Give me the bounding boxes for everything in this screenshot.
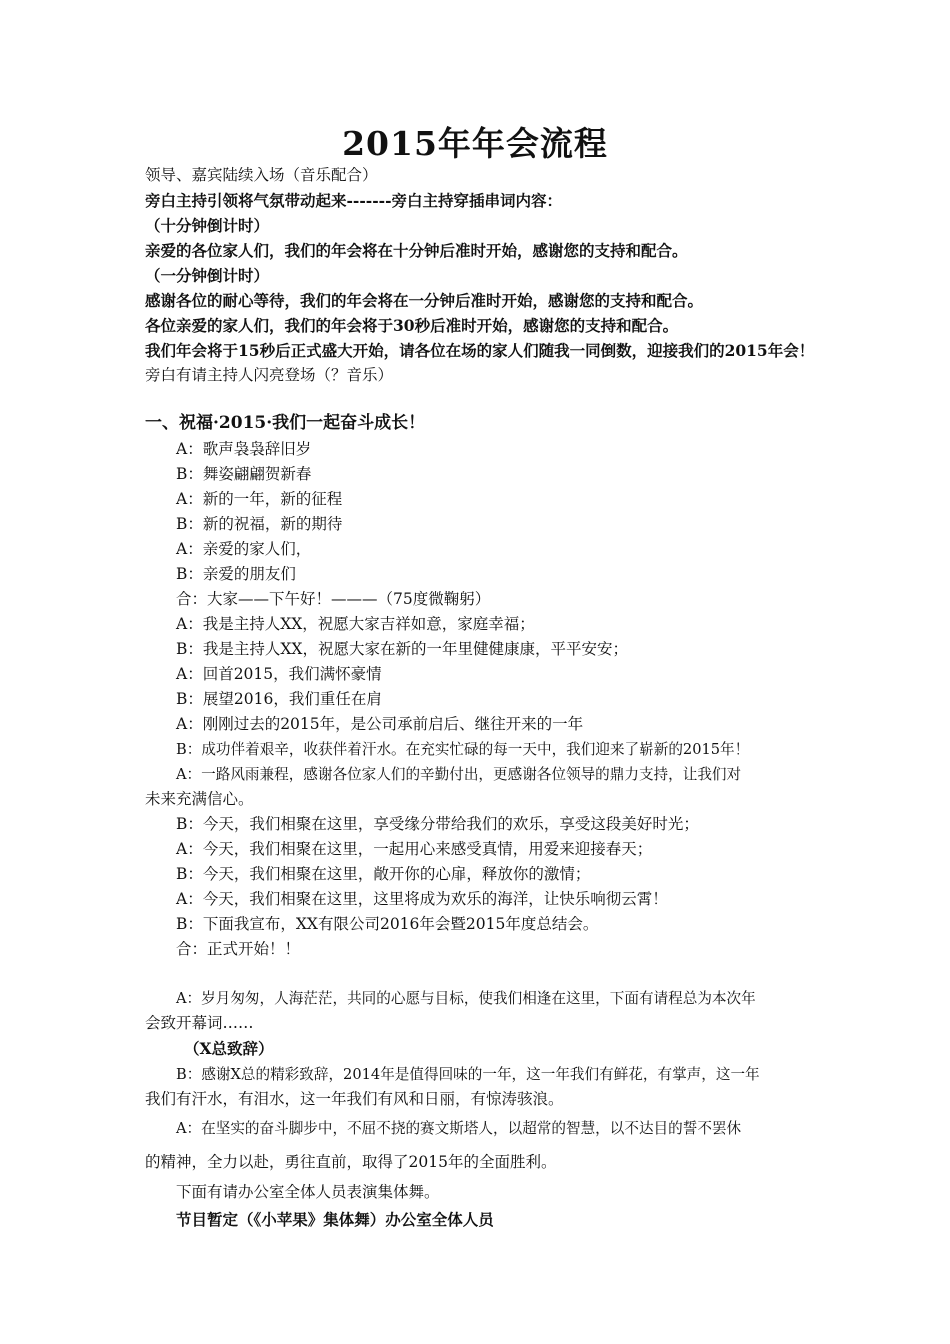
dialogue-line: B：今天，我们相聚在这里，敞开你的心扉，释放你的激情；: [176, 865, 591, 883]
thanks-line-continued: 我们有汗水，有泪水，这一年我们有风和日丽，有惊涛骇浪。: [145, 1090, 564, 1108]
dialogue-line: A：今天，我们相聚在这里，这里将成为欢乐的海洋，让快乐响彻云霄！: [176, 890, 668, 908]
dialogue-line: B：舞姿翩翩贺新春: [176, 465, 312, 483]
dialogue-line: B：我是主持人XX，祝愿大家在新的一年里健健康康，平平安安；: [176, 640, 628, 658]
opening-line-continued: 会致开幕词……: [145, 1014, 254, 1032]
dialogue-line: A：我是主持人XX，祝愿大家吉祥如意，家庭幸福；: [176, 615, 535, 633]
countdown-30s-line: 各位亲爱的家人们，我们的年会将于30秒后准时开始，感谢您的支持和配合。: [145, 316, 679, 335]
dialogue-line: B：展望2016，我们重任在肩: [176, 690, 382, 708]
dialogue-line: A：一路风雨兼程，感谢各位家人们的辛勤付出，更感谢各位领导的鼎力支持，让我们对: [176, 766, 742, 783]
dialogue-line: A：回首2015，我们满怀豪情: [176, 665, 382, 683]
dialogue-line: 合：大家——下午好！———（75度微鞠躬）: [176, 590, 491, 608]
invite-line: 下面有请办公室全体人员表演集体舞。: [176, 1183, 440, 1201]
dialogue-line: B：下面我宣布，XX有限公司2016年会暨2015年度总结会。: [176, 915, 599, 933]
opening-line: A：岁月匆匆，人海茫茫，共同的心愿与目标，使我们相逢在这里，下面有请程总为本次年: [176, 990, 756, 1007]
countdown-15s-line: 我们年会将于15秒后正式盛大开始，请各位在场的家人们随我一同倒数，迎接我们的2015年会！: [145, 341, 815, 360]
thanks-line: B：感谢X总的精彩致辞，2014年是值得回味的一年，这一年我们有鲜花，有掌声，这一年: [176, 1066, 760, 1083]
countdown-10-line: 亲爱的各位家人们，我们的年会将在十分钟后准时开始，感谢您的支持和配合。: [145, 241, 688, 260]
dialogue-line-continued: 未来充满信心。: [145, 790, 254, 808]
dialogue-line: A：歌声袅袅辞旧岁: [176, 440, 312, 458]
countdown-10-label: （十分钟倒计时）: [145, 216, 270, 235]
dialogue-line: B：新的祝福，新的期待: [176, 515, 343, 533]
dialogue-line: B：成功伴着艰辛，收获伴着汗水。在充实忙碌的每一天中，我们迎来了崭新的2015年！: [176, 741, 750, 758]
page-title: 2015年年会流程: [342, 124, 608, 163]
section-heading: 一、祝福·2015·我们一起奋斗成长！: [145, 413, 426, 433]
countdown-1-line: 感谢各位的耐心等待，我们的年会将在一分钟后准时开始，感谢您的支持和配合。: [145, 291, 704, 310]
dialogue-line: B：亲爱的朋友们: [176, 565, 296, 583]
dialogue-line: A：亲爱的家人们，: [176, 540, 312, 558]
victory-line: A：在坚实的奋斗脚步中，不屈不挠的赛文斯塔人，以超常的智慧，以不达目的誓不罢休: [176, 1120, 742, 1137]
dialogue-line: B：今天，我们相聚在这里，享受缘分带给我们的欢乐，享受这段美好时光；: [176, 815, 699, 833]
dialogue-line: A：今天，我们相聚在这里，一起用心来感受真情，用爱来迎接春天；: [176, 840, 653, 858]
dialogue-line: A：刚刚过去的2015年，是公司承前启后、继往开来的一年: [176, 715, 584, 733]
countdown-1-label: （一分钟倒计时）: [145, 266, 270, 285]
host-entrance: 旁白有请主持人闪亮登场（？音乐）: [145, 366, 394, 384]
intro-entry: 领导、嘉宾陆续入场（音乐配合）: [145, 166, 378, 184]
dialogue-line: A：新的一年，新的征程: [176, 490, 343, 508]
intro-voiceover-lead: 旁白主持引领将气氛带动起来-------旁白主持穿插串词内容：: [145, 191, 563, 210]
victory-line-continued: 的精神，全力以赴，勇往直前，取得了2015年的全面胜利。: [145, 1153, 557, 1171]
speech-label: （X总致辞）: [184, 1039, 274, 1058]
program-line: 节目暂定（《小苹果》集体舞）办公室全体人员: [176, 1210, 494, 1229]
dialogue-line: 合：正式开始！！: [176, 940, 301, 958]
